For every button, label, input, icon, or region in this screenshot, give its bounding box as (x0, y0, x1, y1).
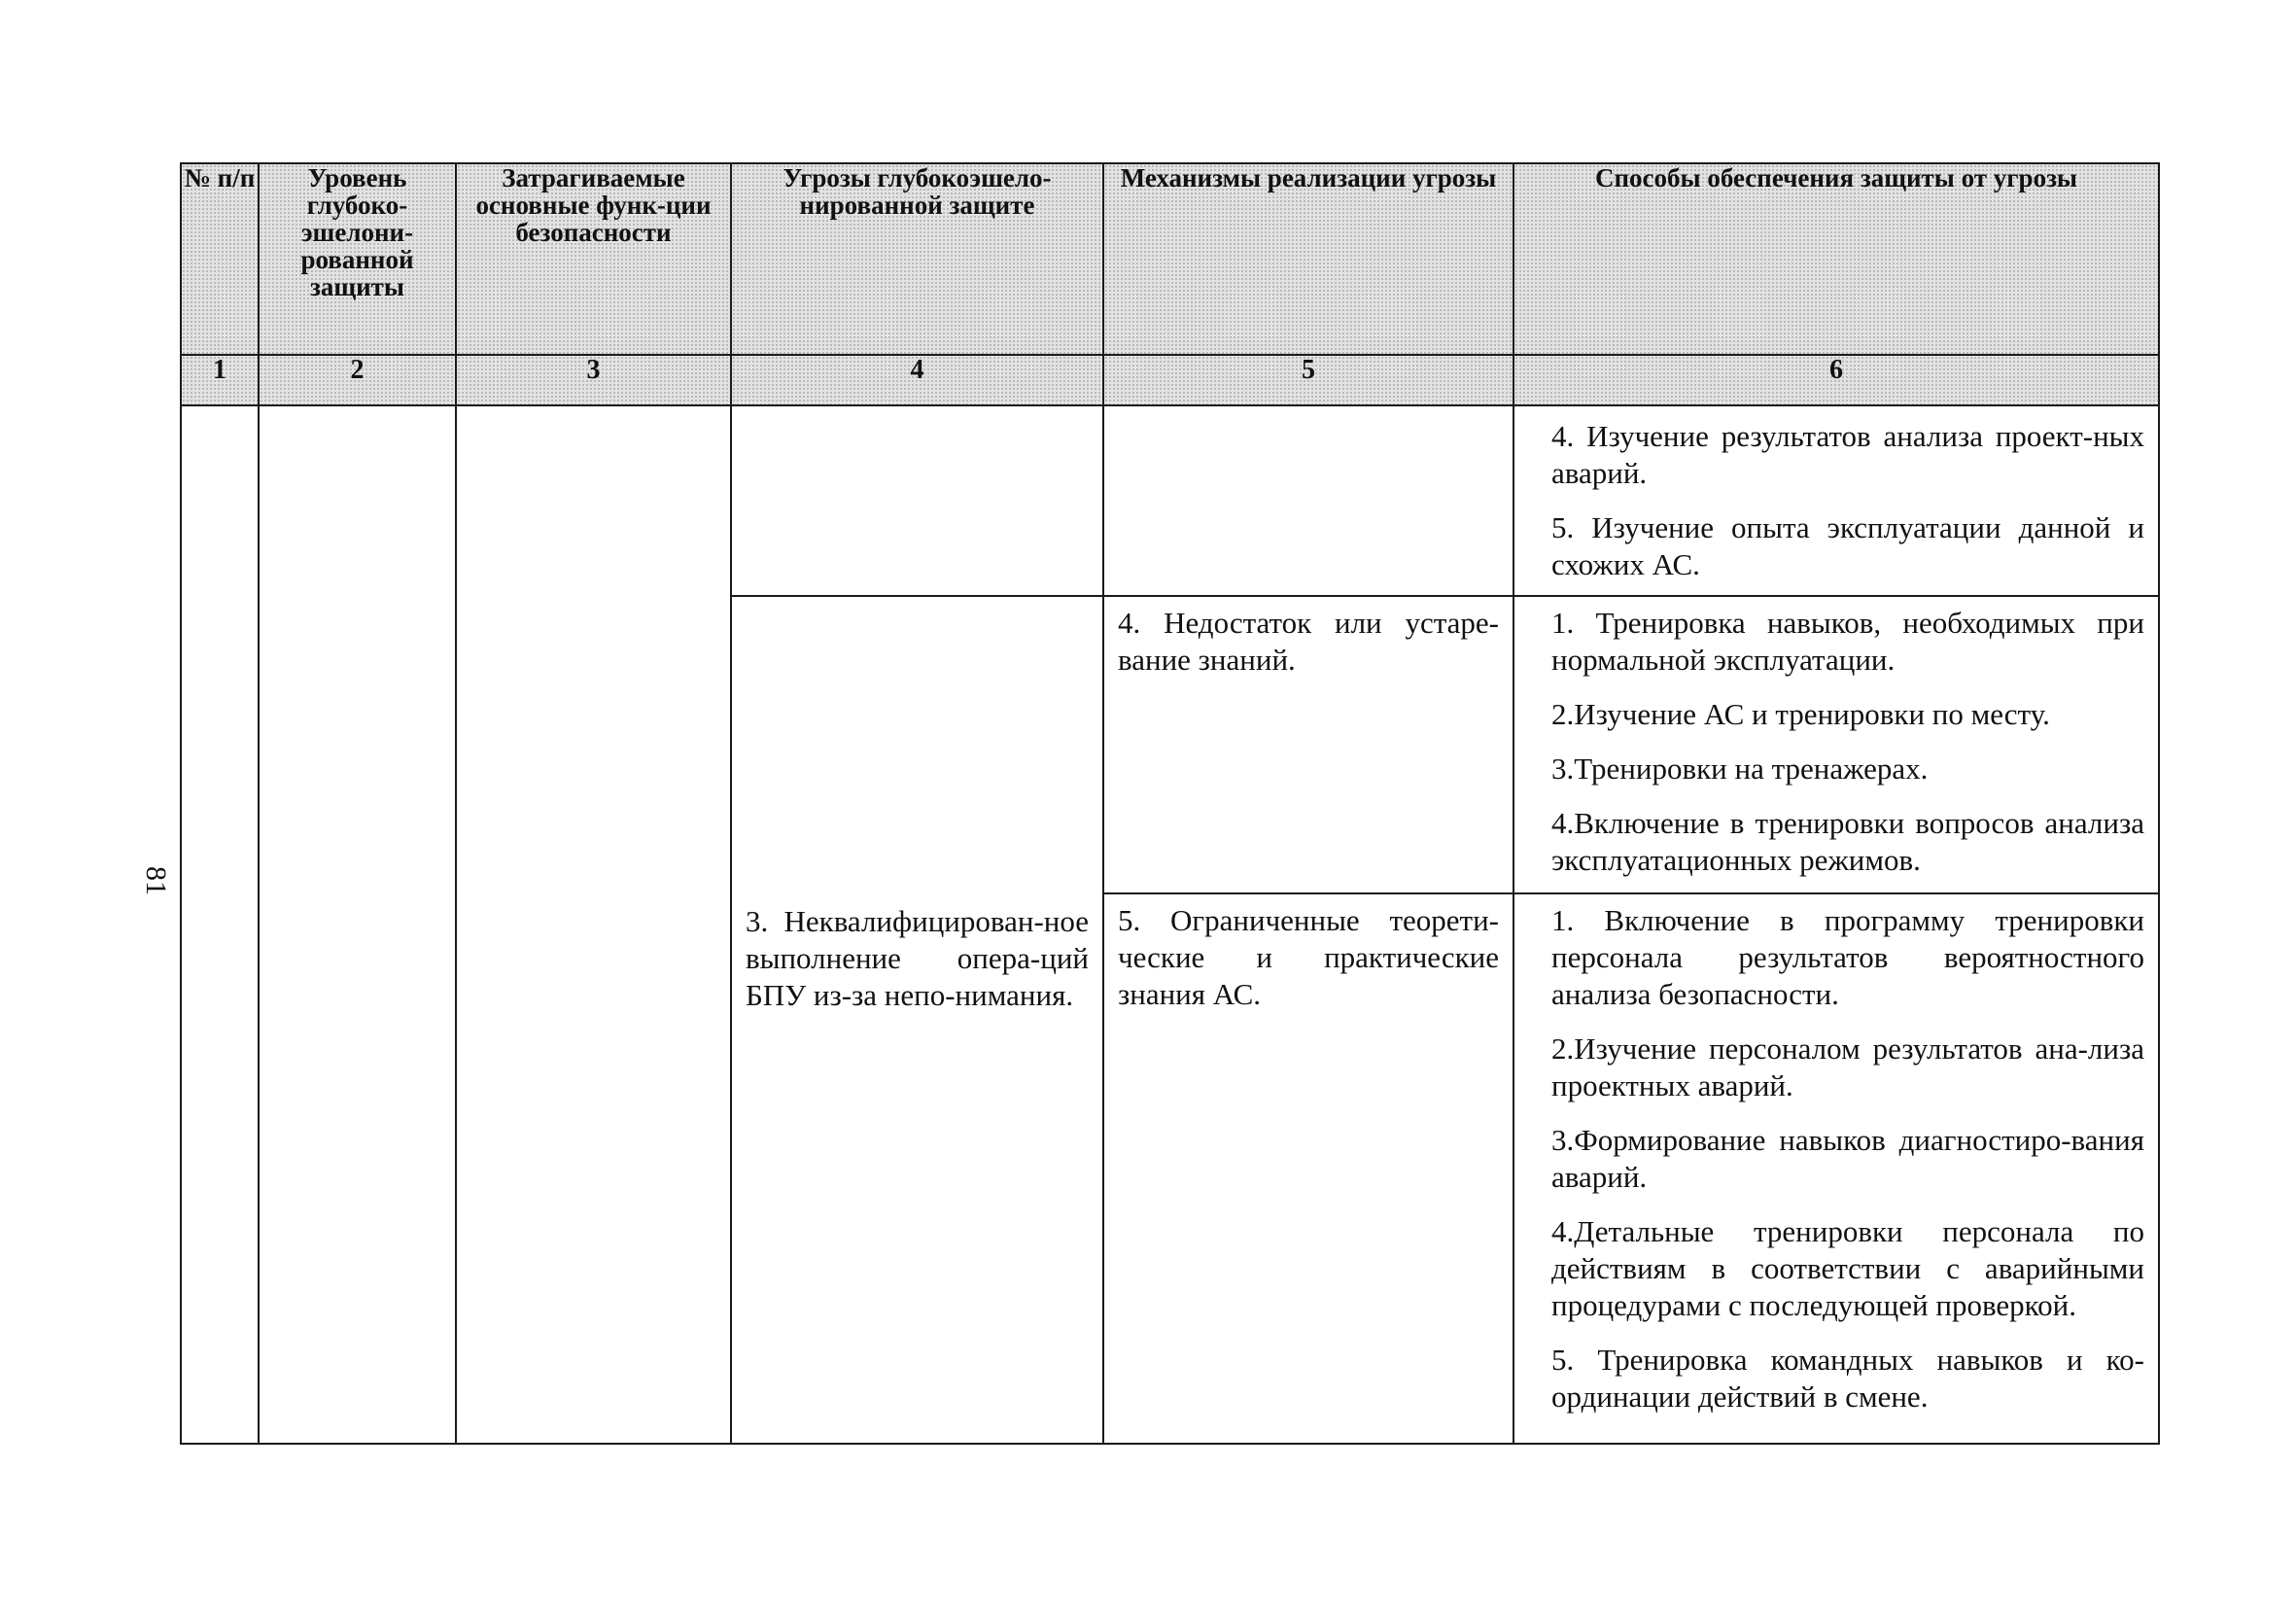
cell-threat-3 (731, 596, 1103, 1444)
column-number: 2 (259, 355, 456, 405)
measure-item: 3.Тренировки на тренажерах. (1551, 752, 1929, 786)
cell-measures-top (1513, 405, 2159, 596)
cell-safety-functions (456, 405, 731, 1444)
header-mechanisms: Механизмы реализации угрозы (1103, 163, 1513, 355)
page-number: 81 (140, 866, 172, 895)
mechanism-text: 4. Недостаток или устаре-вание знаний. (1118, 606, 1499, 677)
cell-mechanism-empty (1103, 405, 1513, 596)
measure-item: 4. Изучение результатов анализа проект-ных аварий. (1551, 419, 2144, 490)
column-number: 6 (1513, 355, 2159, 405)
header-protection-methods: Способы обеспечения защиты от угрозы (1513, 163, 2159, 355)
safety-table (180, 162, 2160, 1445)
cell-measures-mech5 (1513, 893, 2159, 1444)
column-number: 5 (1103, 355, 1513, 405)
column-number: 1 (181, 355, 259, 405)
threat-text: 3. Неквалифицирован-ное выполнение опера-ций БПУ из-за непо-нимания. (746, 904, 1089, 1012)
cell-threat-empty (731, 405, 1103, 596)
table-row (181, 405, 2159, 596)
measure-item: 1. Включение в программу тренировки персонала результатов вероятностного анализа безопасности. (1551, 903, 2144, 1011)
header-number: № п/п (181, 163, 259, 355)
table-header-row (181, 163, 2159, 355)
measure-item: 4.Включение в тренировки вопросов анализа эксплуатационных режимов. (1551, 806, 2144, 877)
cell-mechanism-4 (1103, 596, 1513, 893)
cell-measures-mech4 (1513, 596, 2159, 893)
measure-item: 5. Тренировка командных навыков и ко-ординации действий в смене. (1551, 1343, 2144, 1414)
column-number-row (181, 355, 2159, 405)
mechanism-text: 5. Ограниченные теорети-ческие и практические знания АС. (1118, 903, 1499, 1011)
measure-item: 3.Формирование навыков диагностиро-вания аварий. (1551, 1123, 2144, 1194)
measure-item: 5. Изучение опыта эксплуатации данной и схожих АС. (1551, 510, 2144, 581)
cell-defense-level (259, 405, 456, 1444)
header-defense-level: Уровень глубоко-эшелони-рованной защиты (259, 163, 456, 355)
column-number: 4 (731, 355, 1103, 405)
measure-item: 4.Детальные тренировки персонала по действиям в соответствии с аварийными процедурами с последующей проверкой. (1551, 1214, 2144, 1322)
cell-number (181, 405, 259, 1444)
column-number: 3 (456, 355, 731, 405)
measure-item: 1. Тренировка навыков, необходимых при нормальной эксплуатации. (1551, 606, 2144, 677)
cell-mechanism-5 (1103, 893, 1513, 1444)
measure-item: 2.Изучение АС и тренировки по месту. (1551, 697, 2050, 731)
header-threats: Угрозы глубокоэшело-нированной защите (731, 163, 1103, 355)
header-safety-functions: Затрагиваемые основные функ-ции безопасности (456, 163, 731, 355)
measure-item: 2.Изучение персоналом результатов ана-лиза проектных аварий. (1551, 1031, 2144, 1102)
